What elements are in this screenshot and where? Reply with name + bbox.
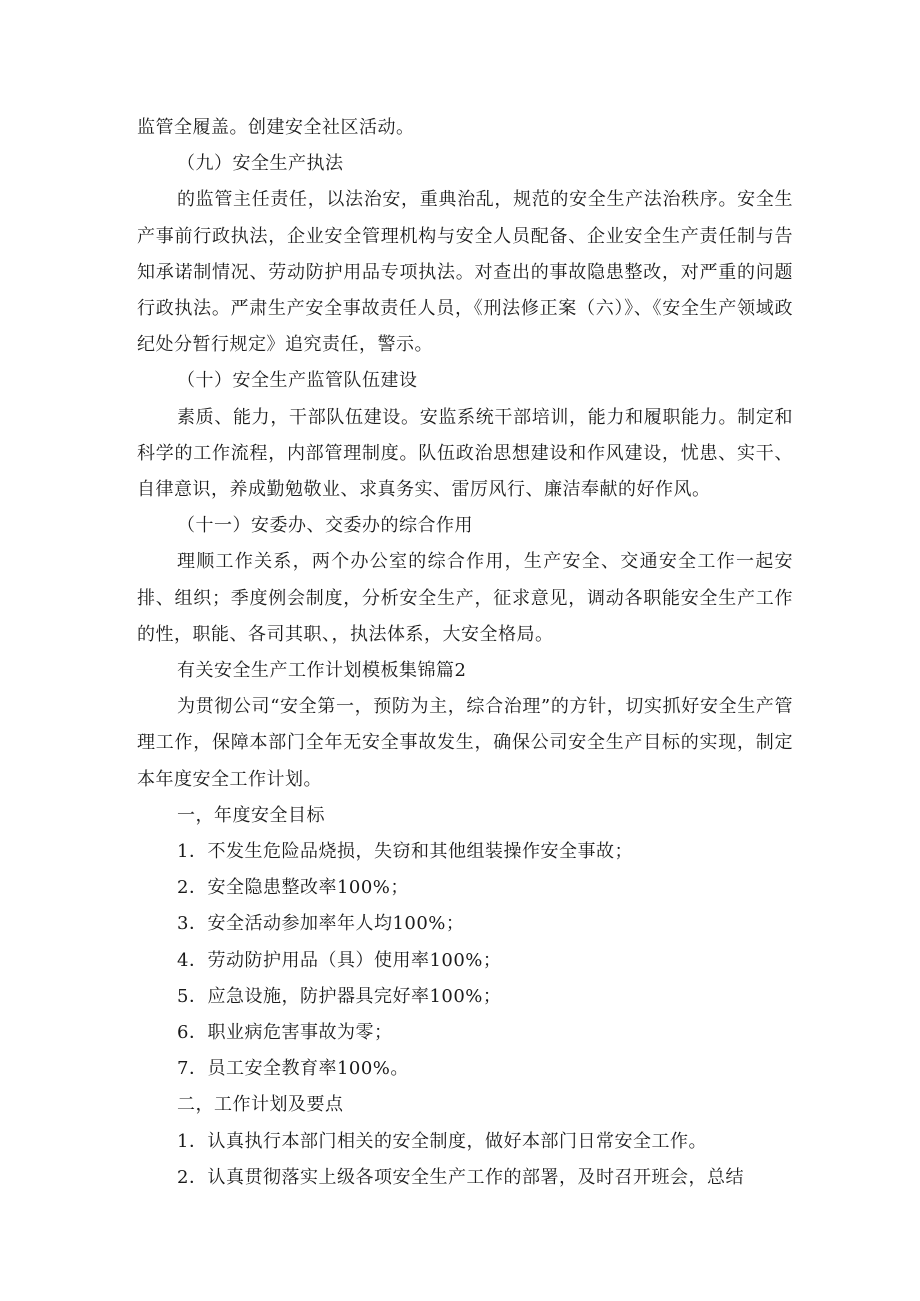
goal-item-6: 6．职业病危害事故为零； bbox=[177, 1022, 393, 1044]
goal-item-4: 4．劳动防护用品（具）使用率100%； bbox=[177, 949, 502, 971]
section-heading-plan: 二，工作计划及要点 bbox=[177, 1094, 344, 1116]
goal-item-5: 5．应急设施，防护器具完好率100%； bbox=[177, 985, 502, 1007]
paragraph-enforcement: 的监管主任责任，以法治安，重典治乱，规范的安全生产法治秩序。安全生产事前行政执法，企业安全管理机构与安全人员配备、企业安全生产责任制与告知承诺制情况、劳动防护用品专项执法。对查出的事故隐患整改，对严重的问题行政执法。严肃生产安全事故责任人员，《刑法修正案（六）》、《安全生产领域政纪处分暂行规定》追究责任，警示。 bbox=[137, 189, 793, 356]
document-body bbox=[137, 110, 793, 1196]
article-title-2: 有关安全生产工作计划模板集锦篇2 bbox=[177, 660, 467, 682]
section-heading-10: （十）安全生产监管队伍建设 bbox=[177, 370, 418, 392]
goal-item-3: 3．安全活动参加率年人均100%； bbox=[177, 913, 465, 935]
section-heading-11: （十一）安委办、交委办的综合作用 bbox=[177, 515, 473, 537]
section-heading-9: （九）安全生产执法 bbox=[177, 153, 344, 175]
goal-item-7: 7．员工安全教育率100%。 bbox=[177, 1058, 409, 1080]
goal-item-1: 1．不发生危险品烧损，失窃和其他组装操作安全事故； bbox=[177, 841, 633, 863]
paragraph-1: 监管全履盖。创建安全社区活动。 bbox=[137, 117, 415, 138]
plan-item-1: 1．认真执行本部门相关的安全制度，做好本部门日常安全工作。 bbox=[177, 1130, 707, 1152]
plan-item-2: 2．认真贯彻落实上级各项安全生产工作的部署，及时召开班会，总结 bbox=[177, 1166, 744, 1188]
goal-item-2: 2．安全隐患整改率100%； bbox=[177, 877, 409, 899]
paragraph-intro: 为贯彻公司“安全第一，预防为主，综合治理”的方针，切实抓好安全生产管理工作，保障本部门全年无安全事故发生，确保公司安全生产目标的实现，制定本年度安全工作计划。 bbox=[137, 696, 793, 790]
paragraph-team-building: 素质、能力，干部队伍建设。安监系统干部培训，能力和履职能力。制定和科学的工作流程，内部管理制度。队伍政治思想建设和作风建设，忧患、实干、自律意识，养成勤勉敬业、求真务实、雷厉风行、廉洁奉献的好作风。 bbox=[137, 406, 793, 501]
section-heading-goals: 一，年度安全目标 bbox=[177, 804, 325, 826]
paragraph-office-coordination: 理顺工作关系，两个办公室的综合作用，生产安全、交通安全工作一起安排、组织；季度例会制度，分析安全生产，征求意见，调动各职能安全生产工作的性，职能、各司其职、，执法体系，大安全格局。 bbox=[137, 551, 793, 645]
